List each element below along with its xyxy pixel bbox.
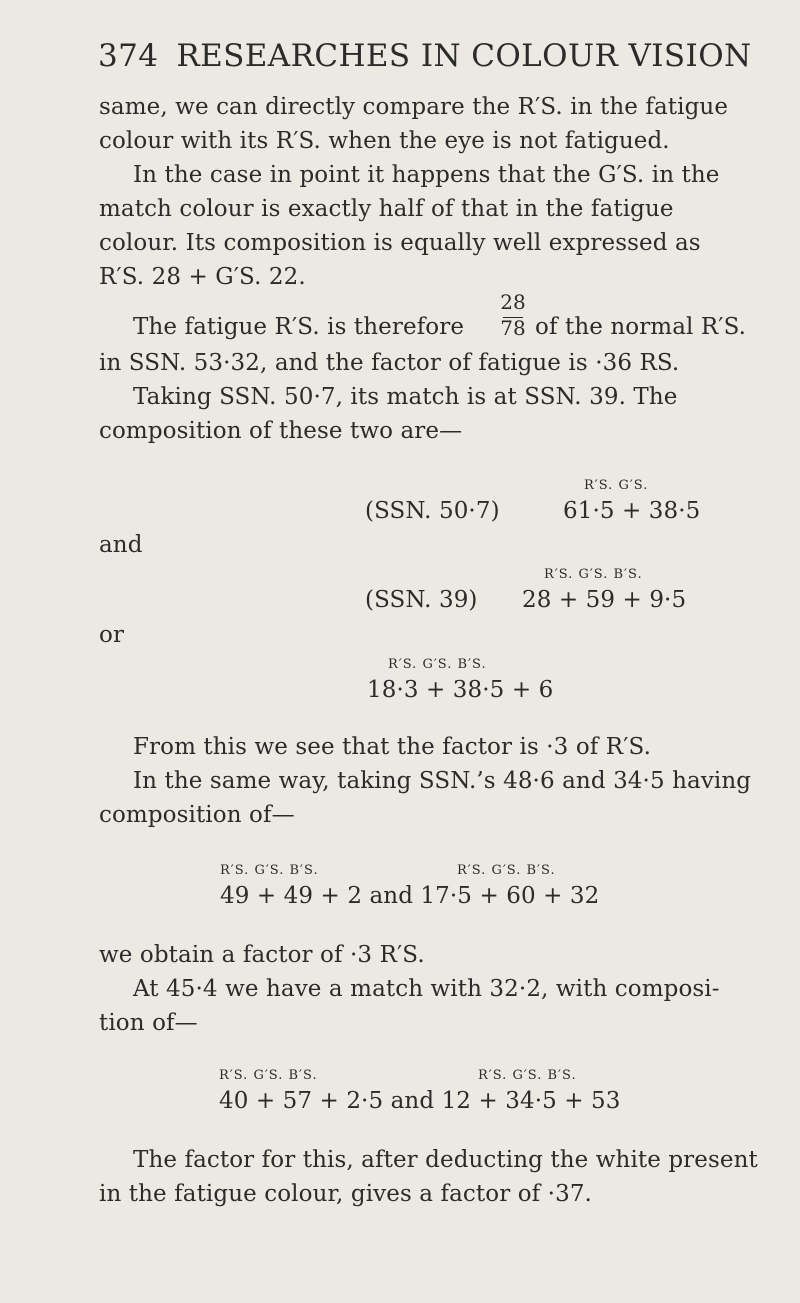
text-line: From this we see that the factor is ·3 of R′S. bbox=[133, 734, 651, 760]
text-line: match colour is exactly half of that in the fatigue bbox=[99, 196, 674, 222]
composition-value: 18·3 + 38·5 + 6 bbox=[367, 677, 554, 703]
composition-value: 61·5 + 38·5 bbox=[563, 498, 701, 524]
composition-caption: R′S. G′S. B′S. bbox=[457, 863, 556, 878]
composition-value: 40 + 57 + 2·5 and 12 + 34·5 + 53 bbox=[219, 1088, 621, 1114]
fraction-numerator: 28 bbox=[500, 290, 526, 314]
text-line: of the normal R′S. bbox=[535, 314, 747, 340]
text-line: composition of— bbox=[99, 802, 295, 828]
text-line: colour with its R′S. when the eye is not fatigued. bbox=[99, 128, 670, 154]
composition-caption: R′S. G′S. B′S. bbox=[388, 657, 487, 672]
text-line: same, we can directly compare the R′S. in the fatigue bbox=[99, 94, 729, 120]
text-line: in the fatigue colour, gives a factor of ·37. bbox=[99, 1181, 592, 1207]
running-header bbox=[98, 38, 752, 74]
text-line: Taking SSN. 50·7, its match is at SSN. 39. The bbox=[133, 384, 678, 410]
composition-label: (SSN. 39) bbox=[365, 587, 478, 613]
composition-caption: R′S. G′S. B′S. bbox=[544, 567, 643, 582]
text-line: At 45·4 we have a match with 32·2, with composi- bbox=[133, 976, 720, 1002]
fraction-denominator: 78 bbox=[500, 316, 526, 340]
text-line: In the same way, taking SSN.’s 48·6 and 34·5 having bbox=[133, 768, 752, 794]
composition-caption: R′S. G′S. bbox=[584, 478, 649, 493]
text-line: The fatigue R′S. is therefore bbox=[133, 314, 465, 340]
text-line: and bbox=[99, 532, 143, 558]
text-line: in SSN. 53·32, and the factor of fatigue is ·36 RS. bbox=[99, 350, 680, 376]
composition-caption: R′S. G′S. B′S. bbox=[220, 863, 319, 878]
page-number: 374 bbox=[98, 38, 159, 74]
composition-value: 28 + 59 + 9·5 bbox=[522, 587, 687, 613]
text-line: we obtain a factor of ·3 R′S. bbox=[99, 942, 425, 968]
text-line: R′S. 28 + G′S. 22. bbox=[99, 264, 306, 290]
text-line: composition of these two are— bbox=[99, 418, 463, 444]
composition-value: 49 + 49 + 2 and 17·5 + 60 + 32 bbox=[220, 883, 600, 909]
page-title: RESEARCHES IN COLOUR VISION bbox=[176, 38, 752, 74]
text-line: tion of— bbox=[99, 1010, 198, 1036]
text-line: colour. Its composition is equally well expressed as bbox=[99, 230, 701, 256]
text-line: or bbox=[99, 622, 125, 648]
composition-caption: R′S. G′S. B′S. bbox=[219, 1068, 318, 1083]
text-line: In the case in point it happens that the G′S. in the bbox=[133, 162, 720, 188]
composition-label: (SSN. 50·7) bbox=[365, 498, 500, 524]
text-line: The factor for this, after deducting the white present bbox=[133, 1147, 758, 1173]
composition-caption: R′S. G′S. B′S. bbox=[478, 1068, 577, 1083]
